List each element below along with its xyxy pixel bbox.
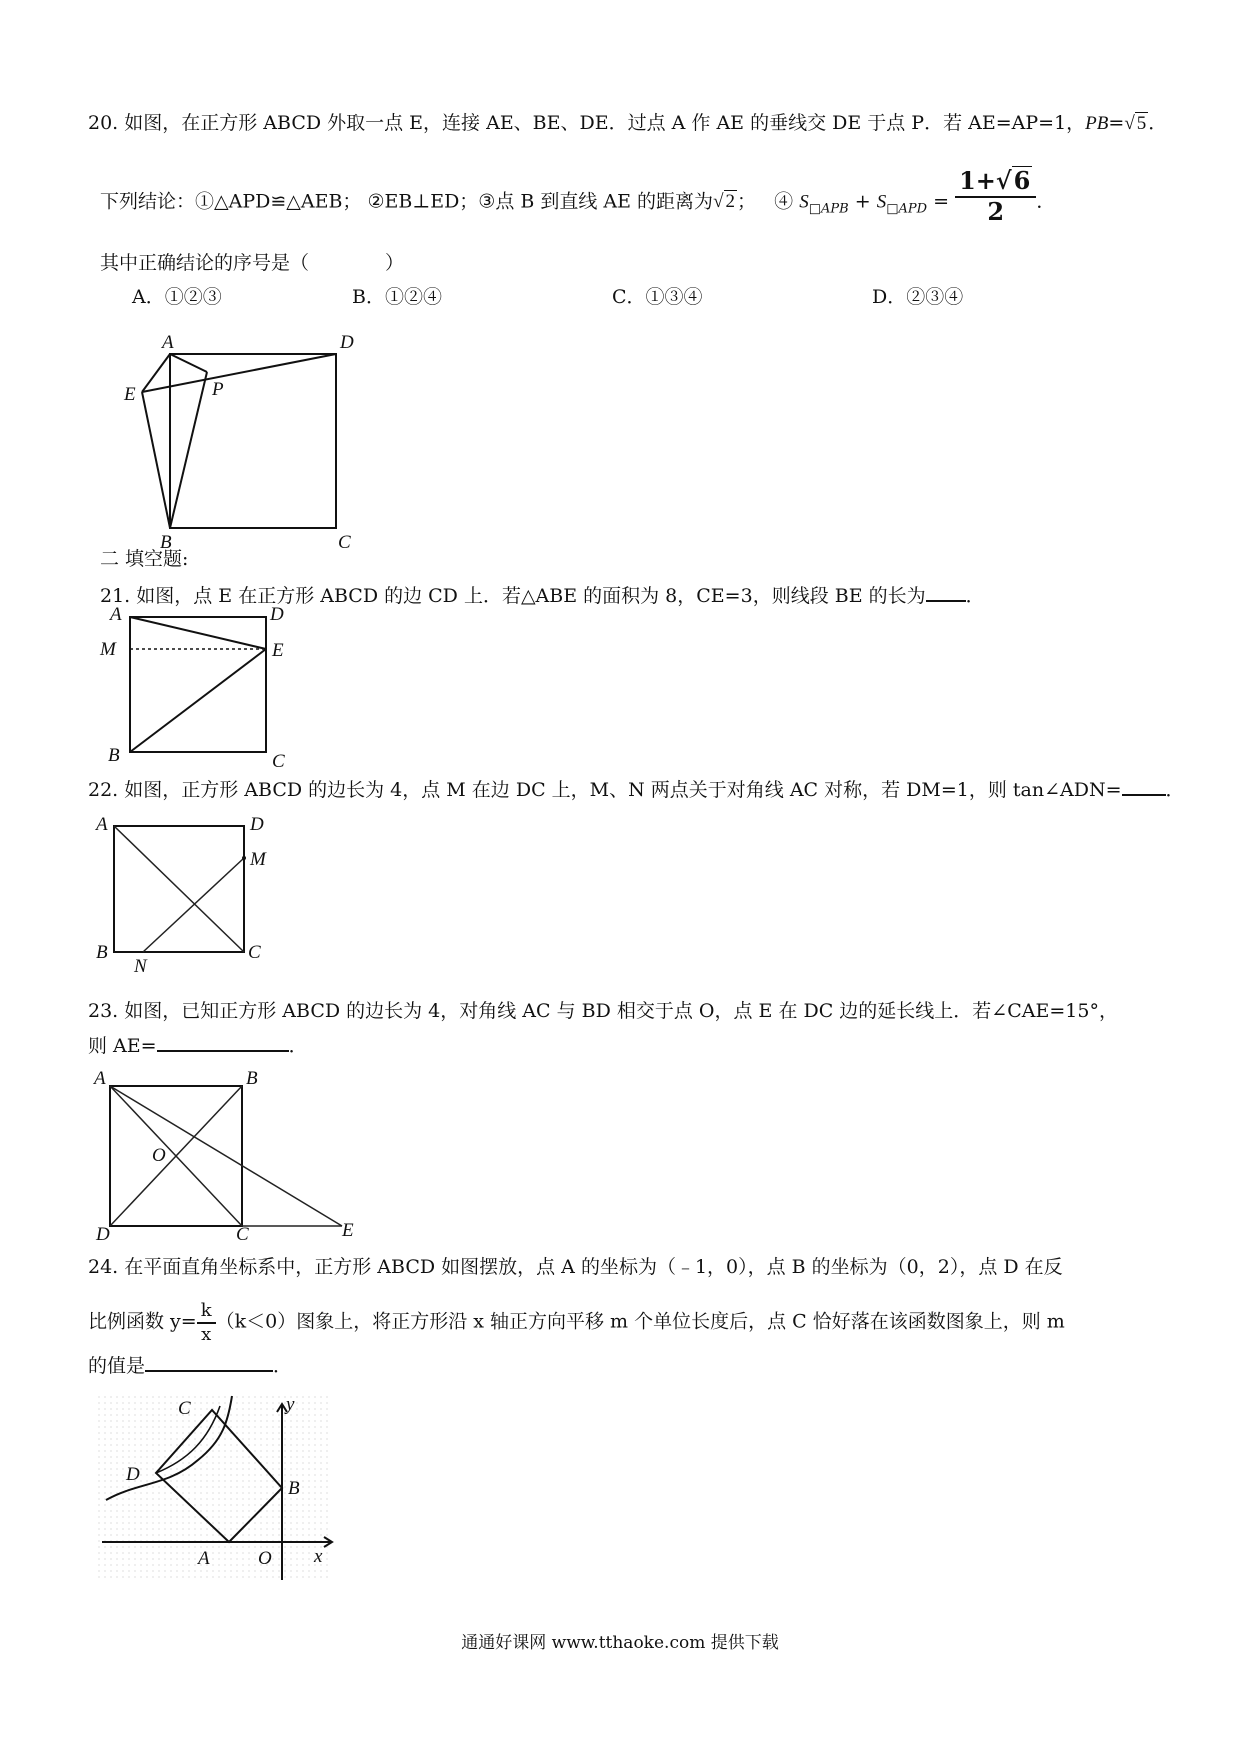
q23-label-b: B	[246, 1068, 258, 1089]
q20-stem-text: 20. 如图，在正方形 ABCD 外取一点 E，连接 AE、BE、DE．过点 A 作 AE 的垂线交 DE 于点 P．若 AE=AP=1，	[88, 112, 1086, 134]
q20-conc4-num-lead: 1+	[959, 166, 996, 195]
q20-label-c: C	[338, 532, 351, 553]
q21-label-a: A	[110, 604, 122, 625]
q24-line3	[88, 1352, 292, 1378]
footer: 通通好课网 www.tthaoke.com 提供下载	[461, 1633, 779, 1653]
q20-label-b: B	[160, 532, 172, 553]
q20-question: 其中正确结论的序号是（ ）	[100, 252, 405, 274]
q22-stem-text: 22. 如图，正方形 ABCD 的边长为 4，点 M 在边 DC 上，M、N 两点关于对角线 AC 对称，若 DM=1，则 tan∠ADN=	[88, 779, 1122, 801]
q23-figure	[94, 1068, 374, 1245]
q21-label-d: D	[270, 604, 284, 625]
q21-stem-text: 21. 如图，点 E 在正方形 ABCD 的边 CD 上．若△ABE 的面积为 8，CE=3，则线段 BE 的长为	[100, 585, 926, 607]
q24-line2	[88, 1300, 1065, 1345]
q20-pb-label: PB	[1085, 113, 1109, 134]
q24-label-b: B	[288, 1478, 300, 1499]
q21-end: ．	[965, 585, 985, 607]
q21-answer-blank[interactable]	[926, 582, 966, 602]
q20-conc3-sqrt: 2	[725, 191, 735, 213]
q22-label-b: B	[96, 942, 108, 963]
q24-line2-rest: （k＜0）图象上，将正方形沿 x 轴正方向平移 m 个单位长度后，点 C 恰好落在该函数图象上，则 m	[215, 1310, 1065, 1333]
q20-conc4-plus: +	[854, 190, 871, 213]
q20-option-c: C．①③④	[612, 286, 703, 308]
section-2-title: 二 填空题:	[100, 548, 189, 570]
q20-conc4-s2: S	[876, 191, 887, 213]
q24-line3-lead: 的值是	[88, 1355, 146, 1377]
q21-stem	[100, 582, 985, 608]
q20-conc4-eq: =	[933, 190, 950, 213]
q20-figure	[120, 330, 370, 553]
q24-figure	[98, 1396, 338, 1586]
q20-conc4-s1-sub: □APB	[808, 201, 849, 217]
q21-label-b: B	[108, 745, 120, 766]
q23-label-o: O	[152, 1145, 166, 1166]
q24-label-c: C	[178, 1398, 191, 1419]
q22-label-m: M	[250, 849, 266, 870]
q20-label-p: P	[212, 379, 224, 400]
q20-conclusions: 下列结论：①△APD≌△AEB； ②EB⊥ED；③点 B 到直线 AE 的距离为√ 2 ； ④ $S_{□APB} + S_{□APD}$ = $\frac{1+√6}{2}$ ．	[100, 166, 1056, 226]
q24-frac-num: k	[197, 1300, 216, 1324]
q24-answer-blank[interactable]	[145, 1352, 273, 1372]
q24-end: ．	[273, 1355, 293, 1377]
q20-label-d: D	[340, 332, 354, 353]
q20-conc4-den: 2	[987, 196, 1005, 226]
q20-label-a: A	[162, 332, 174, 353]
q20-conc4-s2-sub: □APD	[886, 201, 928, 217]
q24-label-d: D	[126, 1464, 140, 1485]
q23-answer-blank[interactable]	[157, 1032, 289, 1052]
q23-end: ．	[288, 1035, 308, 1057]
q21-figure	[96, 604, 316, 772]
q20-conc4-fraction: $\frac{1+√6}{2}$	[955, 166, 1036, 227]
q24-label-x: x	[314, 1546, 323, 1567]
q20-conclusions-lead: 下列结论：①△APD≌△AEB； ②EB⊥ED；③点 B 到直线 AE 的距离为	[100, 190, 714, 213]
q22-stem	[88, 776, 1185, 802]
q22-end: ．	[1165, 779, 1185, 801]
q23-label-e: E	[342, 1220, 354, 1241]
q23-line2-lead: 则 AE=	[88, 1035, 157, 1057]
q20-conc4-s1: S	[799, 191, 809, 213]
q24-line1: 24. 在平面直角坐标系中，正方形 ABCD 如图摆放，点 A 的坐标为（﹣1，0），点 B 的坐标为（0，2），点 D 在反	[88, 1256, 1063, 1278]
q24-frac-den: x	[201, 1323, 212, 1345]
q20-conc4-lead: ④	[774, 190, 794, 213]
q24-label-a: A	[198, 1548, 210, 1569]
q22-answer-blank[interactable]	[1122, 776, 1166, 796]
q20-pb-end: ．	[1148, 112, 1168, 134]
q21-square	[130, 617, 266, 752]
q23-label-c: C	[236, 1224, 249, 1245]
q22-label-c: C	[248, 942, 261, 963]
q23-label-d: D	[96, 1224, 110, 1245]
q21-label-m: M	[100, 639, 116, 660]
q21-label-e: E	[272, 640, 284, 661]
q23-line2	[88, 1032, 308, 1058]
q20-conc4-num-sqrt: 6	[1013, 166, 1031, 195]
q20-option-b: B．①②④	[352, 286, 442, 308]
q20-pb-eq: =	[1108, 112, 1125, 134]
q20-pb-sqrt: 5	[1136, 113, 1147, 134]
q24-line2-lead: 比例函数 y=	[88, 1310, 197, 1333]
q22-label-d: D	[250, 814, 264, 835]
q24-label-y: y	[286, 1394, 295, 1415]
q20-label-e: E	[124, 384, 136, 405]
q23-stem: 23. 如图，已知正方形 ABCD 的边长为 4，对角线 AC 与 BD 相交于点 O，点 E 在 DC 边的延长线上．若∠CAE=15°，	[88, 1000, 1118, 1022]
q20-square	[170, 354, 336, 528]
q20-stem: 20. 如图，在正方形 ABCD 外取一点 E，连接 AE、BE、DE．过点 A 作 AE 的垂线交 DE 于点 P．若 AE=AP=1，PB=√ 5 ．	[88, 112, 1168, 134]
q21-label-c: C	[272, 751, 285, 772]
q20-option-a: A．①②③	[132, 286, 222, 308]
q20-option-d: D．②③④	[872, 286, 964, 308]
q22-label-a: A	[96, 814, 108, 835]
q22-figure	[96, 808, 296, 977]
q23-label-a: A	[94, 1068, 106, 1089]
q24-fraction	[197, 1300, 216, 1345]
q20-conc3-end: ；	[737, 190, 757, 213]
q20-conc4-end: ．	[1036, 190, 1056, 213]
q24-label-o: O	[258, 1548, 272, 1569]
q22-label-n: N	[134, 956, 147, 977]
